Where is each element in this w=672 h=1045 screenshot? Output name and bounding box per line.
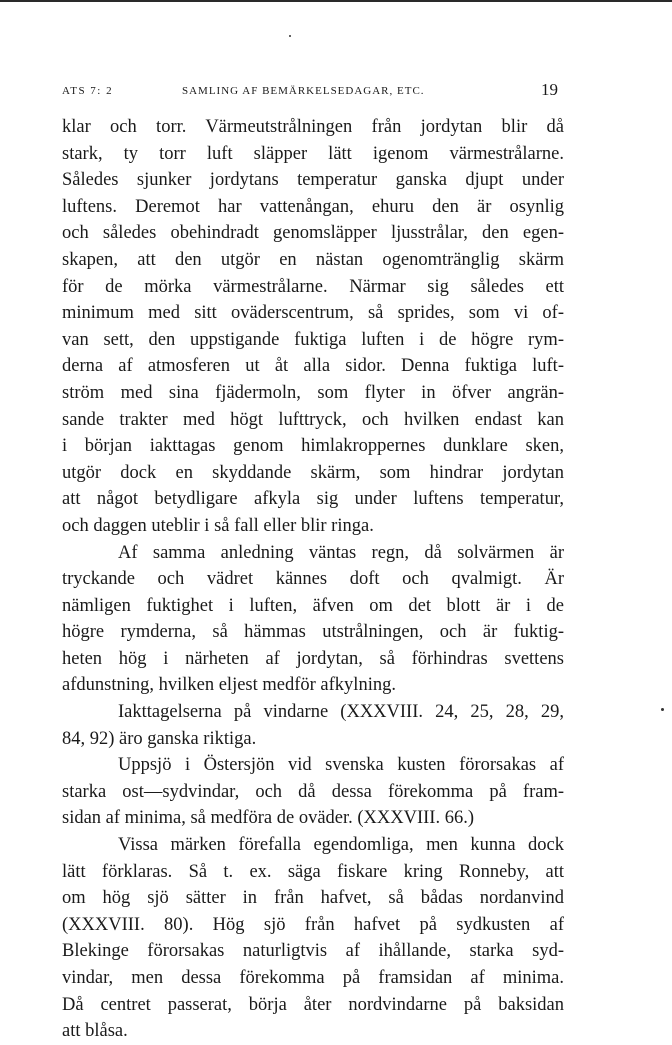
text-line: Iakttagelserna på vindarne (XXXVIII. 24, 25, 28, 29, <box>118 702 564 723</box>
text-line: och daggen uteblir i så fall eller blir ringa. <box>62 515 374 536</box>
text-line: och således obehindradt genomsläpper ljusstrålar, den egen- <box>62 223 564 244</box>
text-line: om hög sjö sätter in från hafvet, så bådas nordanvind <box>62 888 564 909</box>
text-line: afdunstning, hvilken eljest medför afkylning. <box>62 675 396 696</box>
text-line: (XXXVIII. 80). Hög sjö från hafvet på sydkusten af <box>62 914 564 935</box>
body-text <box>62 114 564 1045</box>
text-line: van sett, den uppstigande fuktiga luften i de högre rym- <box>62 329 564 350</box>
text-line: för de mörka värmestrålarne. Närmar sig således ett <box>62 276 564 297</box>
dust-speck <box>661 708 664 711</box>
text-line: derna af atmosferen ut åt alla sidor. Denna fuktiga luft- <box>62 356 564 377</box>
dust-speck <box>289 35 291 37</box>
text-line: ström med sina fjädermoln, som flyter in öfver angrän- <box>62 382 564 403</box>
text-line: högre rymderna, så hämmas utstrålningen, och är fuktig- <box>62 622 564 643</box>
text-line: tryckande och vädret kännes doft och qvalmigt. Är <box>62 569 564 590</box>
text-line: stark, ty torr luft släpper lätt igenom värmestrålarne. <box>62 143 564 164</box>
text-line: Således sjunker jordytans temperatur ganska djupt under <box>62 170 564 191</box>
text-line: sidan af minima, så medföra de oväder. (XXXVIII. 66.) <box>62 808 475 829</box>
text-line: Af samma anledning väntas regn, då solvärmen är <box>118 542 564 563</box>
text-line: starka ost—sydvindar, och då dessa förekomma på fram- <box>62 781 564 802</box>
text-line: 84, 92) äro ganska riktiga. <box>62 728 257 749</box>
text-line: i början iakttagas genom himlakroppernes dunklare sken, <box>62 436 564 457</box>
text-line: vindar, men dessa förekomma på framsidan af minima. <box>62 968 564 988</box>
running-header <box>62 80 560 102</box>
text-line: Vissa märken förefalla egendomliga, men kunna dock <box>118 835 564 856</box>
text-line: nämligen fuktighet i luften, äfven om det blott är i de <box>62 595 564 616</box>
text-line: klar och torr. Värmeutstrålningen från jordytan blir då <box>62 117 564 137</box>
page-number: 19 <box>541 80 558 99</box>
text-line: utgör dock en skyddande skärm, som hindrar jordytan <box>62 462 564 483</box>
text-line: lätt förklaras. Så t. ex. säga fiskare kring Ronneby, att <box>62 861 564 882</box>
text-line: skapen, att den utgör en nästan ogenomtränglig skärm <box>62 249 564 270</box>
header-journal-ref: ATS 7: 2 <box>62 85 114 97</box>
text-line: sande trakter med högt lufttryck, och hvilken endast kan <box>62 409 564 430</box>
text-line: att något betydligare afkyla sig under luftens temperatur, <box>62 489 564 510</box>
text-line: att blåsa. <box>62 1021 128 1042</box>
text-line: heten hög i närheten af jordytan, så förhindras svettens <box>62 648 564 669</box>
text-line: minimum med sitt oväderscentrum, så sprides, som vi of- <box>62 303 564 324</box>
text-line: Då centret passerat, börja åter nordvindarne på baksidan <box>62 994 564 1015</box>
header-title: SAMLING AF BEMÄRKELSEDAGAR, ETC. <box>182 85 425 97</box>
text-line: Uppsjö i Östersjön vid svenska kusten förorsakas af <box>118 755 564 776</box>
text-line: luftens. Deremot har vattenångan, ehuru den är osynlig <box>62 196 564 217</box>
text-line: Blekinge förorsakas naturligtvis af ihållande, starka syd- <box>62 941 564 962</box>
scan-edge <box>0 0 672 2</box>
